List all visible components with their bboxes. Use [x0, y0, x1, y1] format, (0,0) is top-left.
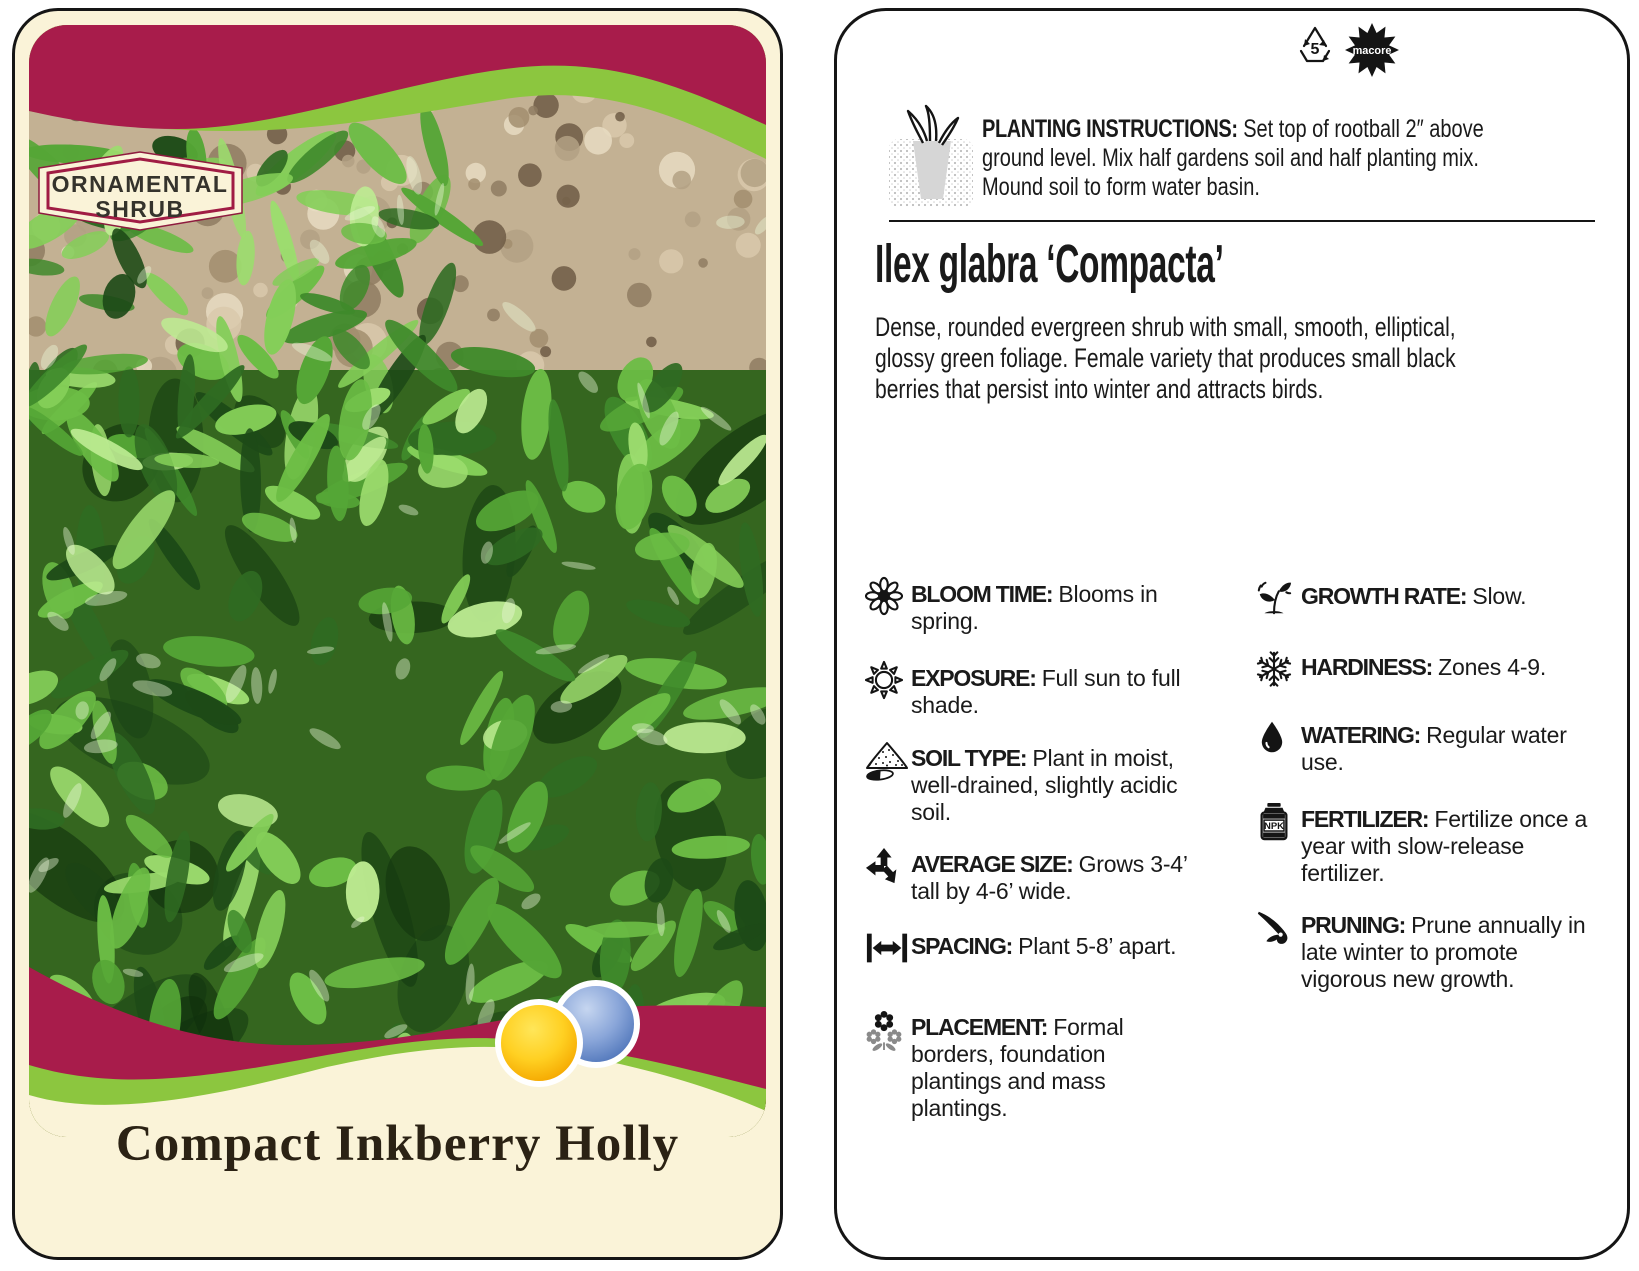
- recycle-icon: [1293, 23, 1337, 71]
- botanical-name: Ilex glabra ‘Compacta’: [875, 234, 1224, 294]
- attribute-label: WATERING:: [1301, 722, 1421, 748]
- attribute-value: Blooms in spring.: [911, 581, 1158, 634]
- attribute-value: Fertilize once a year with slow-release fertilizer.: [1301, 806, 1588, 886]
- pruning-shears-icon: [1255, 907, 1301, 952]
- size-arrows-icon: [865, 846, 911, 891]
- spacing-icon: [865, 928, 911, 973]
- attribute-label: EXPOSURE:: [911, 665, 1036, 691]
- badge-line1: ORNAMENTAL: [51, 171, 229, 197]
- badge-line2: SHRUB: [95, 196, 185, 222]
- attribute-hardiness: [1255, 654, 1605, 694]
- attribute-bloom-time: [865, 581, 1201, 635]
- planting-instructions: PLANTING INSTRUCTIONS: Set top of rootball 2″ above ground level. Mix half gardens soil and half planting mix. Mound soil to form water basin.: [887, 101, 1609, 211]
- brand-name: macore: [1352, 45, 1392, 58]
- soil-icon: [865, 740, 911, 787]
- attribute-value: Regular water use.: [1301, 722, 1567, 775]
- attribute-exposure: [865, 665, 1201, 719]
- attribute-value: Formal borders, foundation plantings and mass plantings.: [911, 1014, 1124, 1121]
- attribute-value: Full sun to full shade.: [911, 665, 1181, 718]
- attribute-value: Prune annually in late winter to promote vigorous new growth.: [1301, 912, 1586, 992]
- plant-photo: [29, 25, 766, 1137]
- potted-plant-icon: [887, 101, 975, 211]
- attribute-label: HARDINESS:: [1301, 654, 1433, 680]
- snowflake-icon: [1255, 649, 1301, 694]
- attribute-label: PLACEMENT:: [911, 1014, 1048, 1040]
- attribute-average-size: [865, 851, 1201, 905]
- planting-label: PLANTING INSTRUCTIONS:: [982, 115, 1238, 143]
- attribute-placement: [865, 1014, 1201, 1122]
- recycle-code: 5: [1310, 41, 1320, 58]
- attribute-growth-rate: [1255, 583, 1605, 623]
- water-drop-icon: [1255, 717, 1301, 762]
- placement-flowers-icon: [865, 1009, 911, 1058]
- attribute-label: AVERAGE SIZE:: [911, 851, 1073, 877]
- brand-marks: [1293, 23, 1399, 77]
- sprout-icon: [1255, 578, 1301, 623]
- attributes-column-right: [1255, 583, 1605, 993]
- attribute-value: Slow.: [1472, 583, 1527, 609]
- attribute-label: SOIL TYPE:: [911, 745, 1027, 771]
- attribute-value: Plant in moist, well-drained, slightly acidic soil.: [911, 745, 1178, 825]
- attribute-label: FERTILIZER:: [1301, 806, 1429, 832]
- plant-tag-front: [12, 8, 783, 1260]
- section-divider: [889, 220, 1595, 222]
- attribute-value: Grows 3-4’ tall by 4-6’ wide.: [911, 851, 1187, 904]
- attribute-label: BLOOM TIME:: [911, 581, 1053, 607]
- attribute-fertilizer: [1255, 806, 1605, 887]
- yellow-dot: [495, 999, 583, 1087]
- attribute-label: PRUNING:: [1301, 912, 1406, 938]
- ornamental-shrub-badge: [34, 149, 247, 233]
- attribute-watering: [1255, 722, 1605, 776]
- sun-icon: [865, 660, 911, 705]
- flower-icon: [865, 576, 911, 621]
- attribute-soil-type: [865, 745, 1201, 826]
- attribute-label: GROWTH RATE:: [1301, 583, 1467, 609]
- bottom-wave: [29, 927, 766, 1137]
- npk-label: NPK: [1263, 821, 1285, 833]
- attribute-spacing: [865, 933, 1201, 973]
- plant-tag-back: [834, 8, 1630, 1260]
- attribute-pruning: [1255, 912, 1605, 993]
- macore-logo: [1345, 23, 1399, 77]
- plant-description: Dense, rounded evergreen shrub with small, smooth, elliptical, glossy green foliage. Female variety that produces small black berries that persist into winter and attracts birds.: [875, 312, 1456, 404]
- attributes-column-left: [865, 581, 1201, 1122]
- fertilizer-jug-icon: [1255, 801, 1301, 848]
- attribute-value: Zones 4-9.: [1438, 654, 1547, 680]
- attribute-value: Plant 5-8’ apart.: [1018, 933, 1177, 959]
- attribute-label: SPACING:: [911, 933, 1013, 959]
- common-name-title: Compact Inkberry Holly: [115, 1116, 680, 1172]
